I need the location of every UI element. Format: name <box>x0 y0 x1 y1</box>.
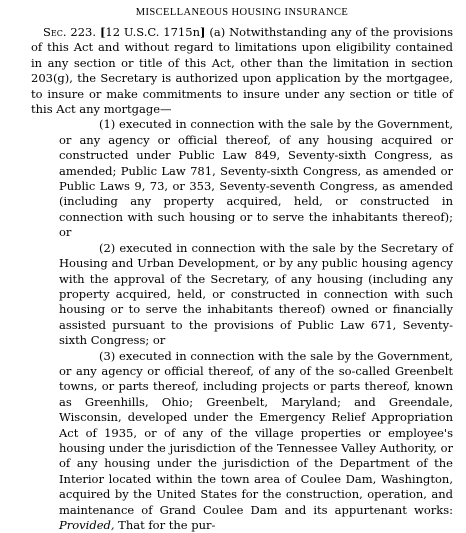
item-1-text: (1) executed in connection with the sale by the Government, or any agency or official thereof, of any housing acquired or constructed under Public Law 849, Seventy-sixth Congress, as amended; Public Law 781, Seventy-sixth Congress, as amended or Public Laws 9, 73, or 353, Seventy-seventh Congress, as amended (including any property acquired, held, or constructed in connection with such housing or to serve the inhabitants thereof); or <box>59 117 453 240</box>
section-paragraph: Sec. 223. [12 U.S.C. 1715n] (a) Notwithstanding any of the provisions of this Act and without regard to limitations upon eligibility contained in any section or title of this Act, other than the limitation in section 203(g), the Secretary is authorized upon application by the mortgagee, to insure or make commitments to insure under any section or title of this Act any mortgage— <box>31 25 454 117</box>
section-citation: 12 U.S.C. 1715n <box>105 25 200 39</box>
item-3-proviso: Provided, <box>59 518 115 532</box>
statute-body <box>31 25 453 533</box>
section-label: Sec. 223. <box>43 25 97 39</box>
section-intro: (a) Notwithstanding any of the provisions of this Act and without regard to limitations upon eligibility contained in any section or title of this Act, other than the limitation in section 203(g), the Secretary is authorized upon application by the mortgagee, to insure or make commitments to insure under any section or title of this Act any mortgage— <box>31 25 454 117</box>
paragraph-item-3 <box>31 349 453 533</box>
item-2-text: (2) executed in connection with the sale by the Secretary of Housing and Urban Development, or by any public housing agency with the approval of the Secretary, of any housing (including any property acquired, held, or constructed in connection with such housing or to serve the inhabitants thereof) owned or financially assisted pursuant to the provisions of Public Law 671, Seventy-sixth Congress; or <box>59 240 453 348</box>
item-3-text: (3) executed in connection with the sale by the Government, or any agency or official thereof, of any of the so-called Greenbelt towns, or parts thereof, including projects or parts thereof, known as Greenhills, Ohio; Greenbelt, Maryland; and Greendale, Wisconsin, developed under the Emergency Relief Appropriation Act of 1935, or of any of the village properties or employee's housing under the jurisdiction of the Tennessee Valley Authority, or of any housing under the jurisdiction of the Department of the Interior located within the town area of Coulee Dam, Washington, acquired by the United States for the construction, operation, and maintenance of Grand Coulee Dam and its appurtenant works: <box>59 348 453 517</box>
paragraph-item-2 <box>31 241 453 349</box>
running-header: MISCELLANEOUS HOUSING INSURANCE <box>135 7 349 18</box>
item-3-tail: That for the pur- <box>114 518 216 532</box>
paragraph-item-1 <box>31 117 453 240</box>
